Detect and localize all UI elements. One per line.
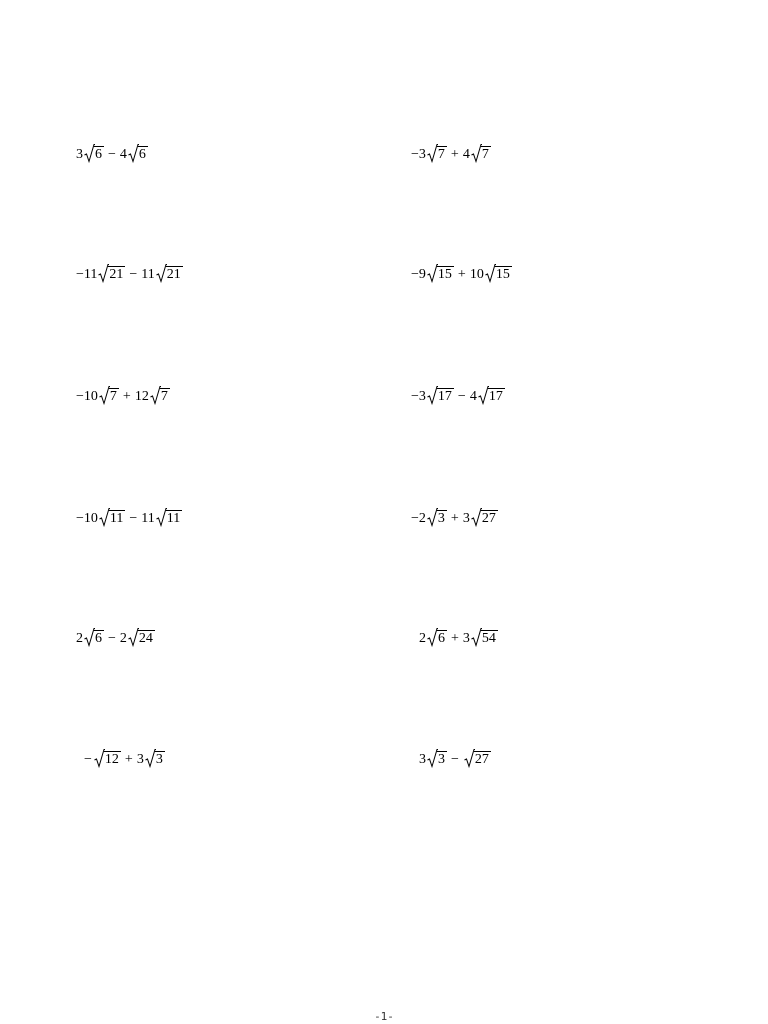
operator: − bbox=[457, 389, 466, 404]
coefficient: 3 bbox=[419, 752, 426, 767]
operator: + bbox=[124, 752, 133, 767]
problem-5 bbox=[76, 386, 170, 405]
problem-3 bbox=[76, 264, 183, 283]
radicand: 21 bbox=[109, 267, 124, 282]
coefficient: 3 bbox=[76, 147, 83, 162]
radicand: 15 bbox=[495, 267, 510, 282]
radical bbox=[427, 264, 454, 283]
problem-11 bbox=[84, 749, 165, 768]
problem-1 bbox=[76, 144, 148, 163]
operator: − bbox=[108, 631, 116, 646]
radicand: 6 bbox=[95, 147, 102, 162]
coefficient: 2 bbox=[76, 631, 83, 646]
operator: + bbox=[450, 147, 459, 162]
radical bbox=[145, 749, 165, 768]
coefficient: 3 bbox=[462, 631, 470, 646]
coefficient: 4 bbox=[469, 389, 477, 404]
radicand: 3 bbox=[155, 752, 163, 767]
coefficient: 2 bbox=[119, 631, 127, 646]
radicand: 7 bbox=[160, 389, 168, 404]
coefficient: 3 bbox=[136, 752, 144, 767]
problem-4 bbox=[411, 264, 512, 283]
radical bbox=[471, 144, 491, 163]
radical bbox=[150, 386, 170, 405]
radicand: 3 bbox=[437, 511, 445, 526]
coefficient: 11 bbox=[141, 267, 155, 282]
radical bbox=[156, 508, 182, 527]
problem-10 bbox=[419, 628, 498, 647]
radical bbox=[427, 508, 447, 527]
radical bbox=[471, 508, 498, 527]
radicand: 24 bbox=[138, 631, 153, 646]
radical bbox=[471, 628, 498, 647]
radicand: 17 bbox=[437, 389, 452, 404]
radical bbox=[427, 749, 447, 768]
coefficient: 3 bbox=[462, 511, 470, 526]
operator: + bbox=[122, 389, 131, 404]
problem-6 bbox=[411, 386, 505, 405]
coefficient: −2 bbox=[411, 511, 426, 526]
coefficient: −10 bbox=[76, 511, 98, 526]
operator: + bbox=[457, 267, 466, 282]
problem-12 bbox=[419, 749, 491, 768]
radicand: 27 bbox=[481, 511, 496, 526]
radicand: 17 bbox=[488, 389, 503, 404]
operator: + bbox=[450, 511, 459, 526]
radical bbox=[98, 264, 125, 283]
radical bbox=[99, 508, 125, 527]
radical bbox=[478, 386, 505, 405]
problem-7 bbox=[76, 508, 182, 527]
operator: − bbox=[129, 267, 138, 282]
radical bbox=[128, 144, 148, 163]
operator: + bbox=[451, 631, 459, 646]
problem-8 bbox=[411, 508, 498, 527]
radicand: 12 bbox=[104, 752, 119, 767]
coefficient: −3 bbox=[411, 147, 426, 162]
negative-sign: − bbox=[84, 752, 92, 767]
radicand: 6 bbox=[138, 147, 146, 162]
radical bbox=[84, 628, 104, 647]
radicand: 3 bbox=[438, 752, 445, 767]
radical bbox=[156, 264, 183, 283]
radicand: 11 bbox=[109, 511, 124, 526]
radical bbox=[99, 386, 119, 405]
coefficient: −9 bbox=[411, 267, 426, 282]
radical bbox=[464, 749, 491, 768]
radical bbox=[427, 386, 454, 405]
radicand: 54 bbox=[481, 631, 496, 646]
radicand: 11 bbox=[166, 511, 181, 526]
radicand: 21 bbox=[166, 267, 181, 282]
radicand: 6 bbox=[438, 631, 445, 646]
coefficient: −11 bbox=[76, 267, 98, 282]
radicand: 7 bbox=[109, 389, 117, 404]
operator: − bbox=[108, 147, 116, 162]
radical bbox=[485, 264, 512, 283]
problem-9 bbox=[76, 628, 155, 647]
radical bbox=[94, 749, 121, 768]
radical bbox=[84, 144, 104, 163]
radical bbox=[128, 628, 155, 647]
coefficient: 10 bbox=[469, 267, 484, 282]
problem-2 bbox=[411, 144, 491, 163]
radicand: 15 bbox=[437, 267, 452, 282]
coefficient: −3 bbox=[411, 389, 426, 404]
radical bbox=[427, 144, 447, 163]
coefficient: 2 bbox=[419, 631, 426, 646]
operator: − bbox=[129, 511, 138, 526]
coefficient: −10 bbox=[76, 389, 98, 404]
radicand: 6 bbox=[95, 631, 102, 646]
page-number: -1- bbox=[374, 1010, 394, 1023]
radicand: 27 bbox=[474, 752, 489, 767]
coefficient: 4 bbox=[462, 147, 470, 162]
coefficient: 11 bbox=[141, 511, 155, 526]
coefficient: 4 bbox=[119, 147, 127, 162]
coefficient: 12 bbox=[134, 389, 149, 404]
radicand: 7 bbox=[481, 147, 489, 162]
operator: − bbox=[451, 752, 459, 767]
radicand: 7 bbox=[437, 147, 445, 162]
radical bbox=[427, 628, 447, 647]
